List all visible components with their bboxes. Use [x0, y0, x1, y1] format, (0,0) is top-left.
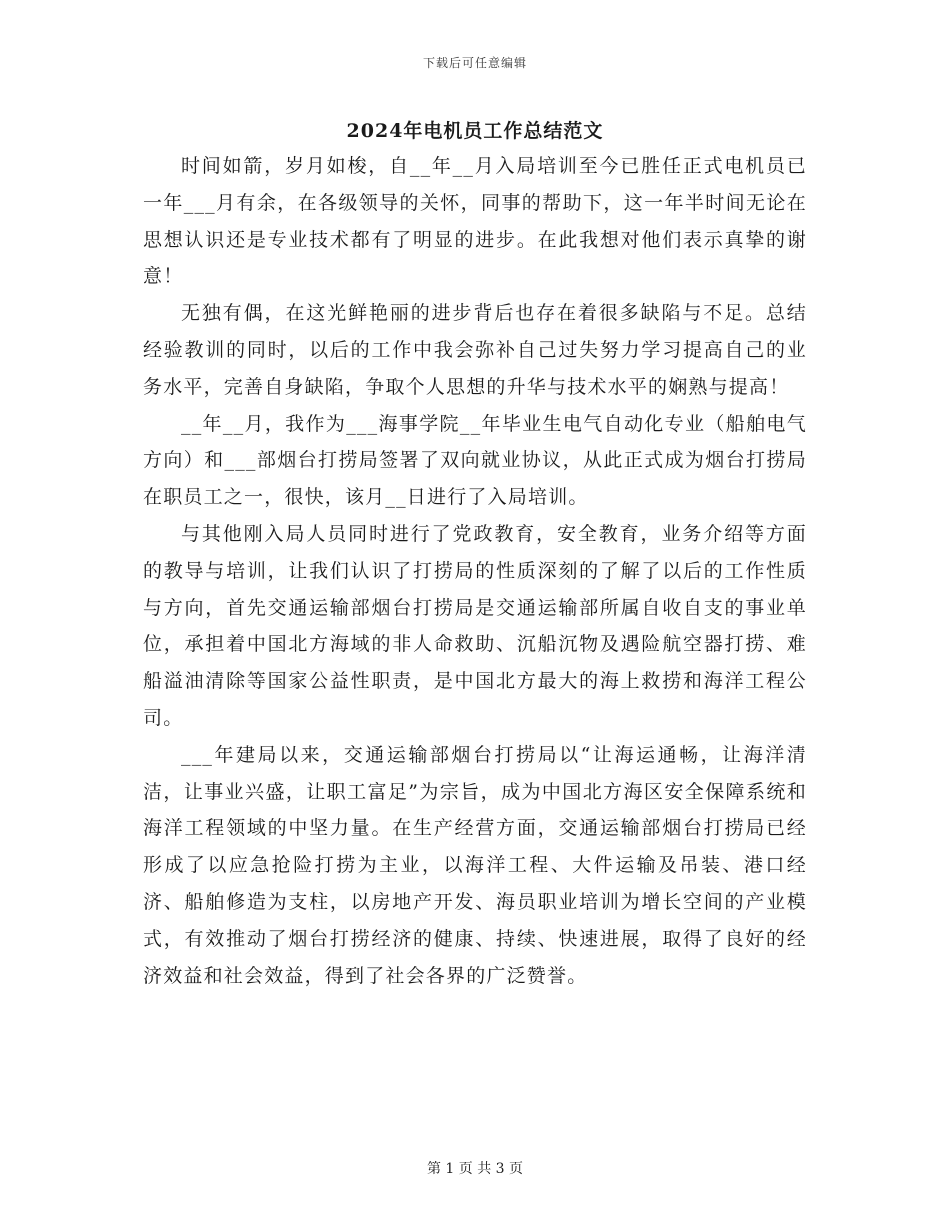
document-body	[143, 148, 807, 994]
paragraph-3: __年__月，我作为___海事学院__年毕业生电气自动化专业（船舶电气方向）和___部烟台打捞局签署了双向就业协议，从此正式成为烟台打捞局在职员工之一，很快，该月__日进行了入局培训。	[143, 412, 807, 509]
page-footer: 第 1 页 共 3 页	[426, 1161, 524, 1177]
paragraph-5: ___年建局以来，交通运输部烟台打捞局以“让海运通畅，让海洋清洁，让事业兴盛，让职工富足”为宗旨，成为中国北方海区安全保障系统和海洋工程领域的中坚力量。在生产经营方面，交通运输部烟台打捞局已经形成了以应急抢险打捞为主业，以海洋工程、大件运输及吊装、港口经济、船舶修造为支柱，以房地产开发、海员职业培训为增长空间的产业模式，有效推动了烟台打捞经济的健康、持续、快速进展，取得了良好的经济效益和社会效益，得到了社会各界的广泛赞誉。	[143, 743, 807, 987]
document-title: 2024年电机员工作总结范文	[346, 120, 604, 142]
paragraph-2: 无独有偶，在这光鲜艳丽的进步背后也存在着很多缺陷与不足。总结经验教训的同时，以后的工作中我会弥补自己过失努力学习提高自己的业务水平，完善自身缺陷，争取个人思想的升华与技术水平的娴熟与提高！	[143, 302, 807, 398]
paragraph-4: 与其他刚入局人员同时进行了党政教育，安全教育，业务介绍等方面的教导与培训，让我们认识了打捞局的性质深刻的了解了以后的工作性质与方向，首先交通运输部烟台打捞局是交通运输部所属自收自支的事业单位，承担着中国北方海域的非人命救助、沉船沉物及遇险航空器打捞、难船溢油清除等国家公益性职责，是中国北方最大的海上救捞和海洋工程公司。	[143, 522, 807, 729]
paragraph-1: 时间如箭，岁月如梭，自__年__月入局培训至今已胜任正式电机员已一年___月有余，在各级领导的关怀，同事的帮助下，这一年半时间无论在思想认识还是专业技术都有了明显的进步。在此我想对他们表示真挚的谢意！	[143, 155, 807, 288]
header-note: 下载后可任意编辑	[422, 56, 527, 70]
